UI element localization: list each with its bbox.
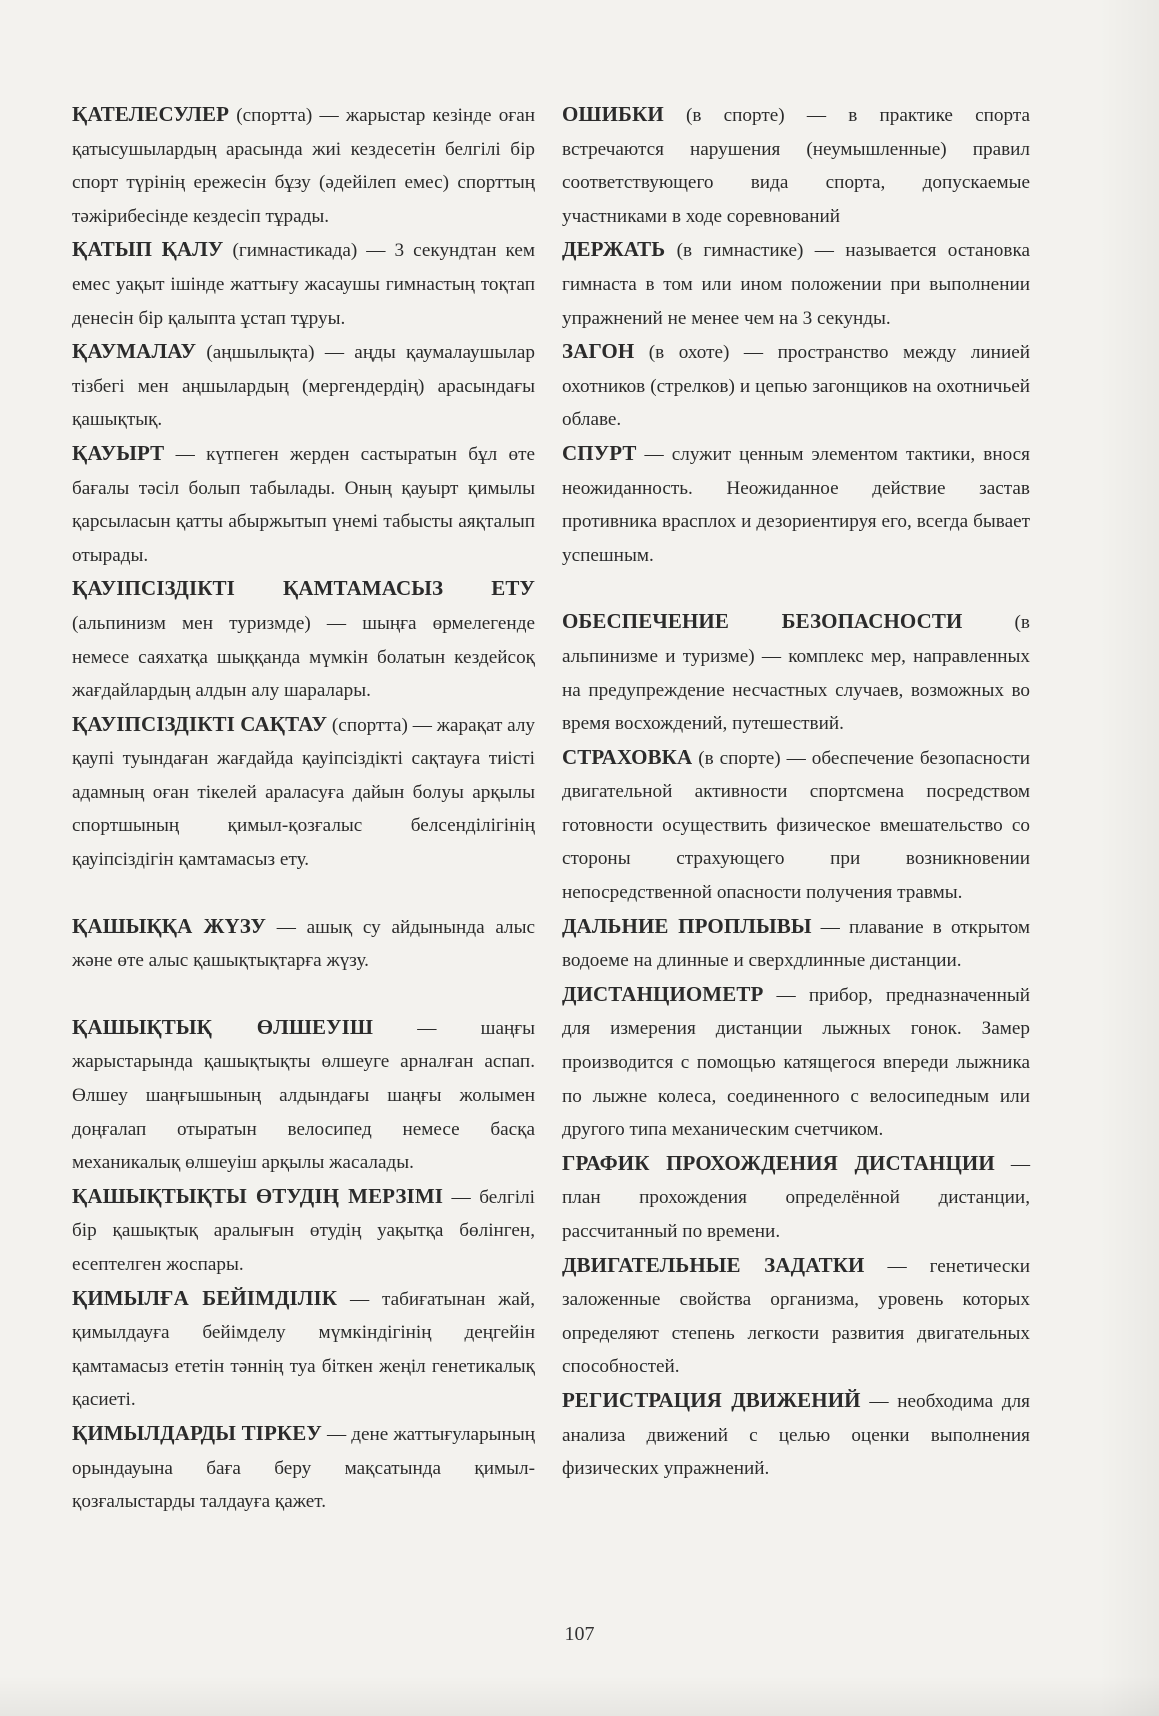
dictionary-entry bbox=[72, 572, 535, 707]
dictionary-entry bbox=[562, 1384, 1030, 1486]
page-number: 107 bbox=[564, 1623, 595, 1645]
entry-term: ЗАГОН bbox=[562, 339, 635, 364]
entry-definition: — план прохождения определённой дистанции, рассчитанный по времени. bbox=[562, 1153, 1030, 1242]
entry-term: ҚАУМАЛАУ bbox=[72, 339, 197, 364]
entry-term: СПУРТ bbox=[562, 440, 637, 465]
dictionary-entry bbox=[72, 335, 535, 437]
entry-definition: — плавание в открытом водоеме на длинные и сверхдлинные дистанции. bbox=[562, 916, 1030, 972]
entry-definition: (в спорте) — обеспечение безопасности двигательной активности спортсмена посредством готовности осуществить физическое вмешательство со стороны страхующего при возникновении непосредственной опасности получения травмы. bbox=[562, 747, 1030, 904]
entry-term: ГРАФИК ПРОХОЖДЕНИЯ ДИСТАНЦИИ bbox=[562, 1150, 995, 1175]
entry-term: ҚАШЫҚҚА ЖҮЗУ bbox=[72, 913, 266, 938]
dictionary-entry bbox=[562, 910, 1030, 978]
dictionary-entry bbox=[562, 233, 1030, 335]
entry-definition: — шаңғы жарыстарында қашықтықты өлшеуге арналған аспап. Өлшеу шаңғышының алдындағы шаңғы жолымен доңғалап отыратын велосипед немесе басқа механикалық өлшеуіш арқылы жасалады. bbox=[72, 1017, 536, 1174]
dictionary-entry bbox=[72, 910, 535, 978]
entry-term: ОШИБКИ bbox=[562, 102, 664, 126]
entry-term: ДАЛЬНИЕ ПРОПЛЫВЫ bbox=[562, 913, 812, 938]
dictionary-entry bbox=[562, 1147, 1030, 1249]
entry-term: ҚАУІПСІЗДІКТІ ҚАМТАМАСЫЗ ЕТУ bbox=[72, 576, 535, 601]
entry-term: ҚИМЫЛДАРДЫ ТІРКЕУ bbox=[72, 1420, 322, 1445]
scan-bottom-shadow bbox=[0, 1676, 1159, 1716]
dictionary-entry bbox=[72, 98, 535, 233]
entry-definition: — дене жаттығуларының орындауына баға беру мақсатында қимыл-қозғалыстарды талдауға қажет. bbox=[72, 1423, 535, 1513]
entry-definition: (аңшылықта) — аңды қаумалаушылар тізбегі мен аңшылардың (мергендердің) арасындағы қашықтық. bbox=[72, 342, 535, 431]
entry-definition: (альпинизм мен туризмде) — шыңға өрмелегенде немесе саяхатқа шыққанда мүмкін болатын кездейсоқ жағдайлардың алдын алу шаралары. bbox=[72, 612, 535, 702]
dictionary-entry bbox=[72, 1011, 535, 1180]
entry-term: РЕГИСТРАЦИЯ ДВИЖЕНИЙ bbox=[562, 1387, 861, 1412]
entry-term: ҚАШЫҚТЫҚ ӨЛШЕУІШ bbox=[72, 1014, 374, 1039]
entry-definition: — күтпеген жерден састыратын бұл өте бағалы тәсіл болып табылады. Оның қауырт қимылы қарсыласын қатты абыржытып үнемі табысты аяқталып отырады. bbox=[72, 443, 535, 566]
dictionary-entry bbox=[72, 1417, 535, 1519]
entry-term: ҚАУІПСІЗДІКТІ САҚТАУ bbox=[72, 711, 328, 736]
entry-definition: — необходима для анализа движений с целью оценки выполнения физических упражнений. bbox=[562, 1390, 1030, 1480]
entry-definition: (спортта) — жарыстар кезінде оған қатысушылардың арасында жиі кездесетін белгілі бір спорт түрінің ережесін бұзу (әдейілеп емес) спорттың тәжірибесінде кездесіп тұрады. bbox=[72, 105, 535, 227]
dictionary-entry bbox=[562, 335, 1030, 437]
dictionary-entry bbox=[72, 1282, 535, 1417]
entry-definition: — служит ценным элементом тактики, внося неожиданность. Неожиданное действие застав противника врасплох и дезориентируя его, всегда бывает успешным. bbox=[562, 443, 1030, 566]
left-column bbox=[72, 98, 535, 1519]
entry-definition: (в спорте) — в практике спорта встречаются нарушения (неумышленные) правил соответствующего вида спорта, допускаемые участниками в ходе соревнований bbox=[562, 105, 1030, 227]
entry-term: ҚИМЫЛҒА БЕЙІМДІЛІК bbox=[72, 1285, 338, 1310]
entry-definition: — прибор, предназначенный для измерения дистанции лыжных гонок. Замер производится с помощью катящегося впереди лыжника по лыжне колеса, соединенного с велосипедным или другого типа механическим счетчиком. bbox=[562, 984, 1030, 1141]
entry-term: ДЕРЖАТЬ bbox=[562, 237, 666, 262]
dictionary-entry bbox=[562, 437, 1030, 572]
dictionary-entry bbox=[562, 741, 1030, 910]
entry-definition: (в охоте) — пространство между линией охотников (стрелков) и цепью загонщиков на охотничьей облаве. bbox=[562, 342, 1030, 431]
entry-term: ҚАТЫП ҚАЛУ bbox=[72, 237, 224, 262]
dictionary-entry bbox=[562, 98, 1030, 233]
dictionary-entry bbox=[72, 708, 535, 877]
entry-term: ДИСТАНЦИОМЕТР bbox=[562, 981, 764, 1006]
entry-term: ОБЕСПЕЧЕНИЕ БЕЗОПАСНОСТИ bbox=[562, 609, 963, 634]
scan-edge-shadow bbox=[1099, 0, 1159, 1716]
entry-definition: — белгілі бір қашықтық аралығын өтудің уақытқа бөлінген, есептелген жоспары. bbox=[72, 1186, 535, 1275]
entry-term: ҚАШЫҚТЫҚТЫ ӨТУДІҢ МЕРЗІМІ bbox=[72, 1183, 444, 1208]
entry-definition: (в альпинизме и туризме) — комплекс мер, направленных на предупреждение несчастных случаев, возможных во время восхождений, путешествий. bbox=[562, 612, 1030, 735]
entry-definition: (в гимнастике) — называется остановка гимнаста в том или ином положении при выполнении упражнений не менее чем на 3 секунды. bbox=[562, 240, 1030, 329]
dictionary-entry bbox=[72, 1180, 535, 1282]
dictionary-entry bbox=[562, 605, 1030, 740]
dictionary-entry bbox=[562, 978, 1030, 1147]
entry-term: ҚАУЫРТ bbox=[72, 440, 165, 465]
dictionary-entry bbox=[72, 233, 535, 335]
entry-term: СТРАХОВКА bbox=[562, 744, 693, 769]
right-column bbox=[562, 98, 1030, 1486]
entry-definition: (спортта) — жарақат алу қаупі туындаған жағдайда қауіпсіздікті сақтауға тиісті адамның оған тікелей араласуға дайын болуы арқылы спортшының қимыл-қозғалыс белсенділігінің қауіпсіздігін қамтамасыз ету. bbox=[72, 714, 536, 871]
entry-definition: — генетически заложенные свойства организма, уровень которых определяют степень легкости развития двигательных способностей. bbox=[562, 1255, 1030, 1378]
entry-definition: (гимнастикада) — 3 секундтан кем емес уақыт ішінде жаттығу жасаушы гимнастың тоқтап денесін бір қалыпта ұстап тұруы. bbox=[72, 240, 535, 329]
dictionary-entry bbox=[562, 1249, 1030, 1384]
entry-term: ДВИГАТЕЛЬНЫЕ ЗАДАТКИ bbox=[562, 1252, 865, 1277]
entry-definition: — ашық су айдынында алыс және өте алыс қашықтықтарға жүзу. bbox=[72, 916, 535, 972]
entry-definition: — табиғатынан жай, қимылдауға бейімделу мүмкіндігінің деңгейін қамтамасыз ететін тәннің туа біткен жеңіл генетикалық қасиеті. bbox=[72, 1288, 535, 1411]
entry-term: ҚАТЕЛЕСУЛЕР bbox=[72, 102, 230, 126]
dictionary-entry bbox=[72, 437, 535, 572]
